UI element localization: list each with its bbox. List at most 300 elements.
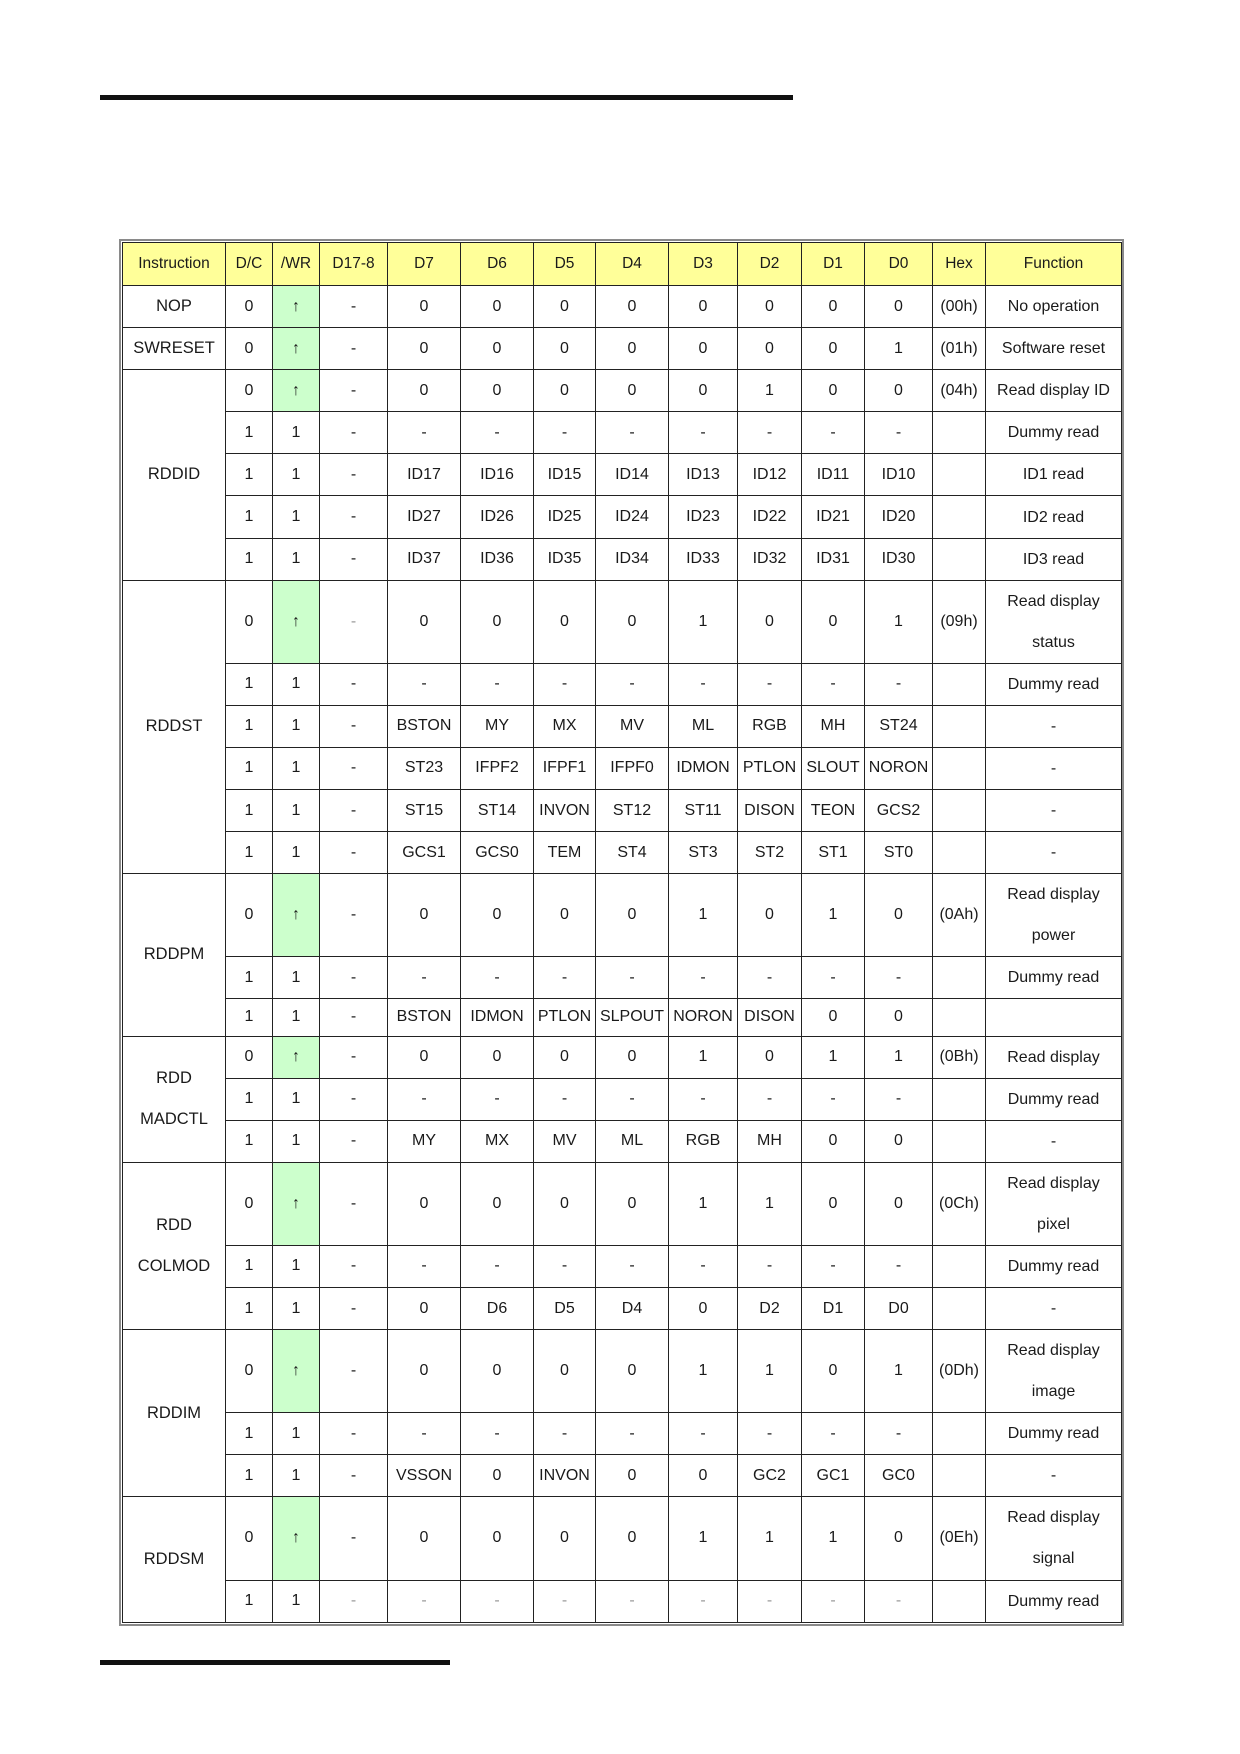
d4-cell: - <box>596 1413 669 1455</box>
d3-cell: - <box>669 663 738 705</box>
wr-cell: 1 <box>273 538 320 580</box>
table-row <box>123 999 1122 1036</box>
d17-8-cell: - <box>320 370 388 412</box>
d17-8-cell: - <box>320 874 388 957</box>
d17-8-cell: - <box>320 1455 388 1497</box>
d2-cell: PTLON <box>738 747 802 789</box>
d3-cell: 1 <box>669 1497 738 1580</box>
d4-cell: MV <box>596 705 669 747</box>
d6-cell: ID36 <box>461 538 534 580</box>
d4-cell: ST12 <box>596 790 669 832</box>
d0-cell: 0 <box>865 1120 933 1162</box>
dc-cell: 1 <box>226 747 273 789</box>
d4-cell: 0 <box>596 874 669 957</box>
dc-cell: 1 <box>226 538 273 580</box>
d6-cell: ST14 <box>461 790 534 832</box>
function-cell <box>986 999 1122 1036</box>
d7-cell: BSTON <box>388 705 461 747</box>
d1-cell: - <box>802 412 865 454</box>
d1-cell: TEON <box>802 790 865 832</box>
d17-8-cell: - <box>320 705 388 747</box>
d2-cell: 0 <box>738 1036 802 1078</box>
table-row <box>123 1288 1122 1330</box>
d3-cell: - <box>669 957 738 999</box>
d5-cell: 0 <box>534 874 596 957</box>
dc-cell: 1 <box>226 705 273 747</box>
d6-cell: 0 <box>461 370 534 412</box>
d17-8-cell: - <box>320 1497 388 1580</box>
d0-cell: ST0 <box>865 832 933 874</box>
d0-cell: ID20 <box>865 496 933 538</box>
hex-cell <box>933 663 986 705</box>
wr-cell: 1 <box>273 790 320 832</box>
col-header-dc: D/C <box>226 243 273 286</box>
table-row <box>123 454 1122 496</box>
d3-cell: RGB <box>669 1120 738 1162</box>
dc-cell: 0 <box>226 1162 273 1245</box>
d17-8-cell: - <box>320 538 388 580</box>
d5-cell: - <box>534 1580 596 1622</box>
d2-cell: 1 <box>738 1330 802 1413</box>
table-row <box>123 747 1122 789</box>
function-cell: - <box>986 1288 1122 1330</box>
col-header-instruction: Instruction <box>123 243 226 286</box>
d0-cell: 0 <box>865 1497 933 1580</box>
header-row <box>123 243 1122 286</box>
d5-cell: MV <box>534 1120 596 1162</box>
function-cell: - <box>986 705 1122 747</box>
d6-cell: 0 <box>461 1497 534 1580</box>
hex-cell <box>933 1413 986 1455</box>
d0-cell: GC0 <box>865 1455 933 1497</box>
d5-cell: INVON <box>534 1455 596 1497</box>
d17-8-cell: - <box>320 1245 388 1287</box>
d6-cell: 0 <box>461 286 534 328</box>
instruction-cell: RDDST <box>123 580 226 874</box>
d7-cell: 0 <box>388 1288 461 1330</box>
table-row <box>123 412 1122 454</box>
d1-cell: 0 <box>802 370 865 412</box>
d4-cell: - <box>596 663 669 705</box>
col-header-d1: D1 <box>802 243 865 286</box>
hex-cell: (0Bh) <box>933 1036 986 1078</box>
hex-cell <box>933 1455 986 1497</box>
wr-cell: ↑ <box>273 580 320 663</box>
function-cell: Dummy read <box>986 412 1122 454</box>
d3-cell: ST3 <box>669 832 738 874</box>
d1-cell: - <box>802 663 865 705</box>
d5-cell: 0 <box>534 286 596 328</box>
d1-cell: 1 <box>802 874 865 957</box>
d5-cell: 0 <box>534 328 596 370</box>
col-header-hex: Hex <box>933 243 986 286</box>
function-cell: Read display image <box>986 1330 1122 1413</box>
d3-cell: 1 <box>669 1162 738 1245</box>
d17-8-cell: - <box>320 1413 388 1455</box>
d0-cell: 0 <box>865 370 933 412</box>
d7-cell: 0 <box>388 874 461 957</box>
d2-cell: - <box>738 1580 802 1622</box>
d3-cell: 1 <box>669 580 738 663</box>
d5-cell: 0 <box>534 1497 596 1580</box>
d1-cell: - <box>802 957 865 999</box>
col-header-d0: D0 <box>865 243 933 286</box>
d0-cell: 1 <box>865 328 933 370</box>
d6-cell: 0 <box>461 1036 534 1078</box>
d4-cell: - <box>596 957 669 999</box>
hex-cell: (0Eh) <box>933 1497 986 1580</box>
d2-cell: - <box>738 663 802 705</box>
d2-cell: RGB <box>738 705 802 747</box>
d0-cell: 1 <box>865 1036 933 1078</box>
hex-cell <box>933 412 986 454</box>
d3-cell: 0 <box>669 1288 738 1330</box>
wr-cell: 1 <box>273 454 320 496</box>
d6-cell: IDMON <box>461 999 534 1036</box>
d3-cell: ID23 <box>669 496 738 538</box>
d1-cell: 1 <box>802 1497 865 1580</box>
d6-cell: 0 <box>461 1330 534 1413</box>
d1-cell: ID21 <box>802 496 865 538</box>
function-cell: Dummy read <box>986 663 1122 705</box>
function-cell: ID1 read <box>986 454 1122 496</box>
d1-cell: 0 <box>802 1120 865 1162</box>
d7-cell: ID27 <box>388 496 461 538</box>
d0-cell: - <box>865 1413 933 1455</box>
d6-cell: - <box>461 663 534 705</box>
hex-cell <box>933 454 986 496</box>
d0-cell: 0 <box>865 1162 933 1245</box>
table-row <box>123 1580 1122 1622</box>
d4-cell: - <box>596 1580 669 1622</box>
d6-cell: - <box>461 412 534 454</box>
hex-cell: (0Dh) <box>933 1330 986 1413</box>
wr-cell: ↑ <box>273 1162 320 1245</box>
d5-cell: ID25 <box>534 496 596 538</box>
d2-cell: - <box>738 1078 802 1120</box>
d2-cell: ID32 <box>738 538 802 580</box>
wr-cell: ↑ <box>273 1330 320 1413</box>
wr-cell: 1 <box>273 1288 320 1330</box>
instruction-cell: RDD COLMOD <box>123 1162 226 1329</box>
dc-cell: 1 <box>226 957 273 999</box>
d6-cell: 0 <box>461 1162 534 1245</box>
function-cell: Dummy read <box>986 1580 1122 1622</box>
d0-cell: D0 <box>865 1288 933 1330</box>
d3-cell: 0 <box>669 286 738 328</box>
d2-cell: ID12 <box>738 454 802 496</box>
wr-cell: 1 <box>273 1413 320 1455</box>
table-row <box>123 1245 1122 1287</box>
d5-cell: IFPF1 <box>534 747 596 789</box>
hex-cell: (09h) <box>933 580 986 663</box>
table-row <box>123 580 1122 663</box>
d6-cell: - <box>461 1078 534 1120</box>
wr-cell: ↑ <box>273 874 320 957</box>
hex-cell <box>933 999 986 1036</box>
d7-cell: 0 <box>388 1497 461 1580</box>
dc-cell: 1 <box>226 1078 273 1120</box>
hex-cell <box>933 1120 986 1162</box>
d0-cell: 1 <box>865 580 933 663</box>
d7-cell: ST23 <box>388 747 461 789</box>
d2-cell: 1 <box>738 370 802 412</box>
d6-cell: 0 <box>461 328 534 370</box>
d7-cell: - <box>388 412 461 454</box>
wr-cell: 1 <box>273 1120 320 1162</box>
dc-cell: 1 <box>226 663 273 705</box>
d6-cell: GCS0 <box>461 832 534 874</box>
d4-cell: 0 <box>596 1162 669 1245</box>
d5-cell: 0 <box>534 370 596 412</box>
d1-cell: MH <box>802 705 865 747</box>
d3-cell: - <box>669 1580 738 1622</box>
d17-8-cell: - <box>320 747 388 789</box>
d6-cell: - <box>461 1245 534 1287</box>
d6-cell: 0 <box>461 1455 534 1497</box>
d2-cell: 0 <box>738 328 802 370</box>
table-row <box>123 538 1122 580</box>
d5-cell: - <box>534 663 596 705</box>
d17-8-cell: - <box>320 957 388 999</box>
d17-8-cell: - <box>320 454 388 496</box>
d1-cell: ID31 <box>802 538 865 580</box>
col-header-d7: D7 <box>388 243 461 286</box>
d5-cell: PTLON <box>534 999 596 1036</box>
d2-cell: DISON <box>738 999 802 1036</box>
d4-cell: ID14 <box>596 454 669 496</box>
col-header-function: Function <box>986 243 1122 286</box>
d2-cell: - <box>738 412 802 454</box>
function-cell: Dummy read <box>986 1245 1122 1287</box>
d17-8-cell: - <box>320 412 388 454</box>
d6-cell: - <box>461 1580 534 1622</box>
dc-cell: 1 <box>226 1288 273 1330</box>
d1-cell: GC1 <box>802 1455 865 1497</box>
dc-cell: 0 <box>226 1036 273 1078</box>
d2-cell: 1 <box>738 1497 802 1580</box>
d5-cell: - <box>534 1413 596 1455</box>
col-header-d5: D5 <box>534 243 596 286</box>
d7-cell: - <box>388 1245 461 1287</box>
dc-cell: 1 <box>226 832 273 874</box>
d7-cell: VSSON <box>388 1455 461 1497</box>
d2-cell: - <box>738 957 802 999</box>
d2-cell: 1 <box>738 1162 802 1245</box>
d3-cell: - <box>669 1245 738 1287</box>
d6-cell: 0 <box>461 874 534 957</box>
d6-cell: - <box>461 957 534 999</box>
d1-cell: - <box>802 1413 865 1455</box>
wr-cell: 1 <box>273 705 320 747</box>
d17-8-cell: - <box>320 580 388 663</box>
d17-8-cell: - <box>320 286 388 328</box>
d6-cell: D6 <box>461 1288 534 1330</box>
d7-cell: 0 <box>388 286 461 328</box>
instruction-cell: SWRESET <box>123 328 226 370</box>
table-row <box>123 1078 1122 1120</box>
d3-cell: IDMON <box>669 747 738 789</box>
dc-cell: 0 <box>226 370 273 412</box>
table-row <box>123 286 1122 328</box>
function-cell: Read display power <box>986 874 1122 957</box>
d5-cell: 0 <box>534 1036 596 1078</box>
dc-cell: 0 <box>226 1330 273 1413</box>
function-cell: ID3 read <box>986 538 1122 580</box>
function-cell: Dummy read <box>986 1078 1122 1120</box>
d3-cell: ID33 <box>669 538 738 580</box>
instruction-cell: RDDSM <box>123 1497 226 1623</box>
col-header-wr: /WR <box>273 243 320 286</box>
command-table-frame <box>119 239 1124 1626</box>
d17-8-cell: - <box>320 1580 388 1622</box>
d5-cell: MX <box>534 705 596 747</box>
dc-cell: 1 <box>226 454 273 496</box>
function-cell: ID2 read <box>986 496 1122 538</box>
d0-cell: GCS2 <box>865 790 933 832</box>
instruction-cell: RDDIM <box>123 1330 226 1497</box>
hex-cell <box>933 832 986 874</box>
d4-cell: 0 <box>596 328 669 370</box>
d17-8-cell: - <box>320 832 388 874</box>
d0-cell: NORON <box>865 747 933 789</box>
d0-cell: 0 <box>865 874 933 957</box>
d1-cell: 0 <box>802 999 865 1036</box>
function-cell: No operation <box>986 286 1122 328</box>
d4-cell: ID34 <box>596 538 669 580</box>
d0-cell: - <box>865 1078 933 1120</box>
dc-cell: 1 <box>226 1413 273 1455</box>
d0-cell: - <box>865 957 933 999</box>
d0-cell: 1 <box>865 1330 933 1413</box>
hex-cell: (0Ch) <box>933 1162 986 1245</box>
d7-cell: - <box>388 1413 461 1455</box>
table-row <box>123 874 1122 957</box>
dc-cell: 0 <box>226 286 273 328</box>
d5-cell: D5 <box>534 1288 596 1330</box>
top-rule <box>100 95 793 100</box>
d3-cell: 1 <box>669 874 738 957</box>
table-row <box>123 663 1122 705</box>
d4-cell: 0 <box>596 370 669 412</box>
wr-cell: 1 <box>273 1078 320 1120</box>
wr-cell: ↑ <box>273 286 320 328</box>
d17-8-cell: - <box>320 999 388 1036</box>
d2-cell: 0 <box>738 874 802 957</box>
d7-cell: BSTON <box>388 999 461 1036</box>
hex-cell: (0Ah) <box>933 874 986 957</box>
d7-cell: ID17 <box>388 454 461 496</box>
hex-cell: (00h) <box>933 286 986 328</box>
table-row <box>123 957 1122 999</box>
dc-cell: 1 <box>226 1245 273 1287</box>
hex-cell <box>933 747 986 789</box>
d2-cell: ST2 <box>738 832 802 874</box>
col-header-d3: D3 <box>669 243 738 286</box>
function-cell: Read display status <box>986 580 1122 663</box>
d7-cell: 0 <box>388 1162 461 1245</box>
table-row <box>123 705 1122 747</box>
hex-cell <box>933 496 986 538</box>
instruction-cell: RDDPM <box>123 874 226 1036</box>
dc-cell: 1 <box>226 1455 273 1497</box>
d3-cell: 1 <box>669 1036 738 1078</box>
function-cell: Read display <box>986 1036 1122 1078</box>
d2-cell: D2 <box>738 1288 802 1330</box>
wr-cell: ↑ <box>273 1497 320 1580</box>
d2-cell: DISON <box>738 790 802 832</box>
wr-cell: ↑ <box>273 1036 320 1078</box>
d4-cell: 0 <box>596 1497 669 1580</box>
function-cell: Read display pixel <box>986 1162 1122 1245</box>
d0-cell: - <box>865 412 933 454</box>
d4-cell: 0 <box>596 1455 669 1497</box>
d17-8-cell: - <box>320 1120 388 1162</box>
d2-cell: GC2 <box>738 1455 802 1497</box>
d6-cell: MY <box>461 705 534 747</box>
dc-cell: 1 <box>226 999 273 1036</box>
function-cell: Dummy read <box>986 1413 1122 1455</box>
d2-cell: 0 <box>738 580 802 663</box>
wr-cell: 1 <box>273 957 320 999</box>
d4-cell: IFPF0 <box>596 747 669 789</box>
d6-cell: 0 <box>461 580 534 663</box>
hex-cell: (04h) <box>933 370 986 412</box>
d3-cell: - <box>669 1078 738 1120</box>
d5-cell: - <box>534 1078 596 1120</box>
d2-cell: MH <box>738 1120 802 1162</box>
d5-cell: 0 <box>534 1162 596 1245</box>
d3-cell: ML <box>669 705 738 747</box>
d17-8-cell: - <box>320 663 388 705</box>
d7-cell: 0 <box>388 370 461 412</box>
d0-cell: 0 <box>865 286 933 328</box>
d6-cell: - <box>461 1413 534 1455</box>
d3-cell: NORON <box>669 999 738 1036</box>
d1-cell: 1 <box>802 1036 865 1078</box>
d7-cell: ST15 <box>388 790 461 832</box>
d1-cell: - <box>802 1580 865 1622</box>
dc-cell: 1 <box>226 1580 273 1622</box>
dc-cell: 1 <box>226 412 273 454</box>
d5-cell: - <box>534 412 596 454</box>
wr-cell: 1 <box>273 1580 320 1622</box>
table-row <box>123 1497 1122 1580</box>
d6-cell: ID16 <box>461 454 534 496</box>
table-row <box>123 1330 1122 1413</box>
table-row <box>123 1036 1122 1078</box>
d5-cell: - <box>534 1245 596 1287</box>
d2-cell: - <box>738 1245 802 1287</box>
d1-cell: 0 <box>802 286 865 328</box>
d1-cell: 0 <box>802 1330 865 1413</box>
hex-cell: (01h) <box>933 328 986 370</box>
d7-cell: - <box>388 1078 461 1120</box>
dc-cell: 0 <box>226 580 273 663</box>
col-header-d6: D6 <box>461 243 534 286</box>
hex-cell <box>933 1245 986 1287</box>
d2-cell: 0 <box>738 286 802 328</box>
d4-cell: - <box>596 412 669 454</box>
d4-cell: ID24 <box>596 496 669 538</box>
d4-cell: ML <box>596 1120 669 1162</box>
d1-cell: D1 <box>802 1288 865 1330</box>
d17-8-cell: - <box>320 1078 388 1120</box>
d4-cell: 0 <box>596 1036 669 1078</box>
hex-cell <box>933 1078 986 1120</box>
function-cell: - <box>986 832 1122 874</box>
hex-cell <box>933 957 986 999</box>
